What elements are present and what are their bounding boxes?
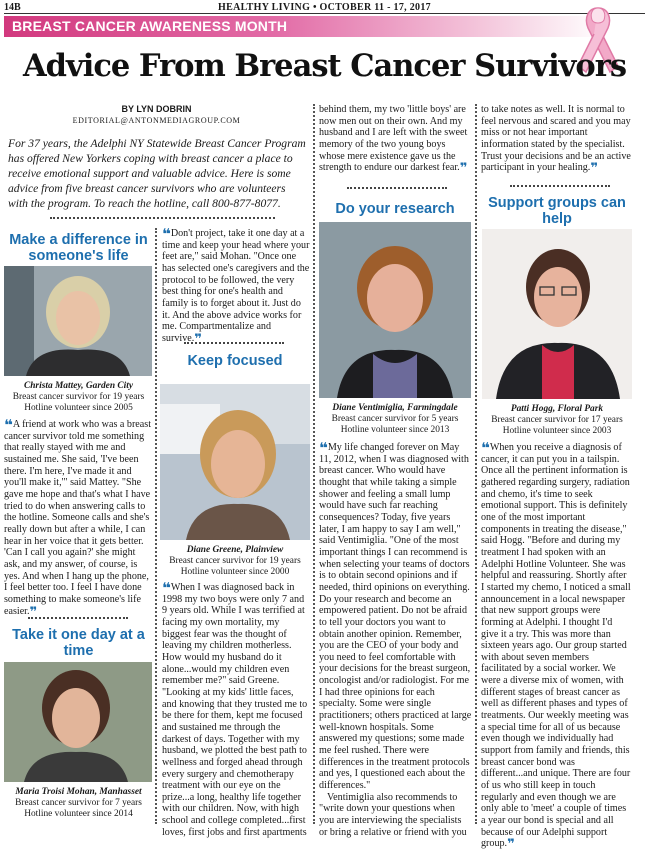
author-email: EDITORIAL@ANTONMEDIAGROUP.COM <box>72 116 241 125</box>
quote-body: When you receive a diagnosis of cancer, it can put you in a tailspin. Once all the pertinent information is gathered regarding surgery, radiation and chemo, it's time to seek emotional support. This is definitely one of the most important components in treating the disease," said Hogg. "Before and during my treatment I had spoken with an Adelphi Hotline Volunteer. She was helpful and reassuring. Shortly after I started my chemo, I noticed a small announcement in a local newspaper that new support groups were forming at Adelphi. I thought I'd give it a try. This was more than sixteen years ago. Our group started with about seven members facilitated by a social worker. We were a diverse mix of women, with different stages of breast cancer as well as different phases and types of treatments. Our weekly meeting was a special time for all of us because even though we individually had support from family and friends, this breast cancer bond was different...and unique. There are four of us who still keep in touch regularly and even though we are only able to 'meet' a couple of times a year our bond is special and all because of our Adelphi support group. <box>481 442 631 850</box>
quote-body: My life changed forever on May 11, 2012, when I was diagnosed with breast cancer. Who would have thought that while taking a simple shower and feeling a small lump would have such far reaching consequences? Today, five years later, I am happy to say I am well," said Ventimiglia. "One of the most important things I can recommend is when selecting your teams of doctors is to obtain second opinions and if needed, third opinions on everything. Do your research and become an empowered patient. Do not be afraid to tell your doctors you want to obtain another opinion. Remember, you are the CEO of your body and you need to feel comfortable with your decisions for the breast surgeon, oncologist and/or radiologist. For me I had three opinions for each specialty. Some were single practitioners; others practiced at large well-known hospitals. Some answered my questions; some made me feel rushed. There were differences in the treatment protocols and yes, I questioned each about the differences." <box>319 442 472 792</box>
intro-paragraph: For 37 years, the Adelphi NY Statewide Breast Cancer Program has offered New Yorkers coping with breast cancer a place to receive emotional support and valuable advice. Here is some advice from five breast cancer survivors who are volunteers with the program. To reach the hotline, call 800-877-8077. <box>8 137 306 210</box>
caption-name: Diane Greene, Plainview <box>186 545 284 555</box>
caption-mattey <box>4 381 153 414</box>
page-number: 14B <box>4 2 21 13</box>
subhead-keep-focused: Keep focused <box>187 353 283 369</box>
caption-name: Patti Hogg, Floral Park <box>510 404 604 414</box>
caption-bio: Hotline volunteer since 2014 <box>24 809 133 819</box>
caption-name: Christa Mattey, Garden City <box>23 381 134 391</box>
photo-diane-greene <box>160 384 310 540</box>
open-quote-icon: ❝ <box>481 439 490 457</box>
close-quote-icon: ❞ <box>459 161 468 177</box>
caption-bio: Breast cancer survivor for 19 years <box>12 392 145 402</box>
photo-diane-ventimiglia <box>319 222 471 398</box>
divider <box>510 185 610 187</box>
close-quote-icon: ❞ <box>590 161 598 177</box>
caption-hogg <box>479 404 635 437</box>
photo-christa-mattey <box>4 266 152 376</box>
photo-patti-hogg <box>482 229 632 399</box>
subhead-one-day: Take it one day at a time <box>12 627 145 659</box>
quote-body: Ventimiglia also recommends to "write down your questions when you are interviewing the specialists or bring a relative or friend with you <box>319 791 467 838</box>
caption-bio: Hotline volunteer since 2013 <box>340 425 450 435</box>
caption-bio: Breast cancer survivor for 7 years <box>15 798 142 808</box>
photo-maria-mohan <box>4 662 152 782</box>
divider <box>184 342 284 344</box>
quote-ventimiglia <box>319 439 472 838</box>
close-quote-icon: ❞ <box>29 604 38 620</box>
close-quote-icon: ❞ <box>507 837 515 852</box>
caption-mohan <box>4 787 153 820</box>
caption-ventimiglia <box>317 403 473 436</box>
caption-bio: Hotline volunteer since 2005 <box>24 403 133 413</box>
quote-body: A friend at work who was a breast cancer survivor told me something that really stayed with me and sustained me. She said, 'I've been there. I'm here, I've made it and you'll make it,'" said Mattey. "She gave me hope and that's what I have tried to do when answering calls to the hotline. Someone calls and she's really down but after a while, I can hear in her voice that it gets better. 'Can I call you again?' she might ask, and my answer, of course, is yes. And when I hang up the phone, I feel better too. I feel I have done something to make someone's life easier. <box>4 419 151 617</box>
caption-greene <box>160 545 310 578</box>
byline: BY LYN DOBRIN <box>121 104 192 114</box>
divider <box>28 617 128 619</box>
masthead-rule <box>4 13 645 14</box>
subhead-make-a-difference: Make a difference in someone's life <box>9 232 148 264</box>
caption-bio: Hotline volunteer since 2000 <box>180 567 290 577</box>
close-quote-icon: ❞ <box>194 331 202 347</box>
subhead-research: Do your research <box>335 201 455 217</box>
caption-name: Maria Troisi Mohan, Manhasset <box>15 787 142 797</box>
column-divider <box>475 104 477 824</box>
quote-body: Don't project, take it one day at a time and keep your head where your feet are," said Mohan. "Once one has selected one's caregivers and the protocol to be followed, the very best thing for one's health and family is to forget about it. Just do it. And the above advice works for me. Compartmentalize and survive. <box>162 228 310 344</box>
section-banner <box>4 16 604 37</box>
quote-hogg <box>481 439 631 852</box>
quote-mohan <box>162 225 310 347</box>
quote-body: When I was diagnosed back in 1998 my two boys were only 7 and 9 years old. While I was terrified at facing my own mortality, my biggest fear was the thought of leaving my children motherless. How would my husband do it alone...would my children even remember me?" said Greene. "Looking at my kids' little faces, and knowing that they trusted me to be there for them, kept me focused and sustained me through the darkest of days. Together with my husband, we plotted the best path to wellness and forged ahead through every surgery and chemotherapy treatment with our eye on the prize...a long, healthy life together with our children. Now, with high school and college completed...first loves, first jobs and first apartments <box>162 582 308 838</box>
open-quote-icon: ❝ <box>4 416 13 434</box>
caption-bio: Breast cancer survivor for 5 years <box>331 414 459 424</box>
divider <box>347 187 447 189</box>
caption-bio: Breast cancer survivor for 17 years <box>491 415 623 425</box>
caption-bio: Breast cancer survivor for 19 years <box>169 556 301 566</box>
quote-greene <box>162 579 310 838</box>
quote-ventimiglia-continued <box>481 104 631 177</box>
quote-body: to take notes as well. It is normal to feel nervous and scared and you may miss or not hear important information stated by the specialist. Trust your decisions and be an active participant in your healing. <box>481 104 631 174</box>
masthead-title: HEALTHY LIVING • OCTOBER 11 - 17, 2017 <box>218 2 431 13</box>
open-quote-icon: ❝ <box>162 579 171 597</box>
open-quote-icon: ❝ <box>162 225 171 243</box>
quote-body: behind them, my two 'little boys' are now men out on their own. And my husband and I are left with the sweet memory of the two young boys whose mere existence gave us the strength to endure our darkest fear. <box>319 104 468 174</box>
column-divider <box>155 228 157 824</box>
caption-bio: Hotline volunteer since 2003 <box>502 426 612 436</box>
headline: Advice From Breast Cancer Survivors <box>23 48 626 84</box>
quote-mattey <box>4 416 153 620</box>
open-quote-icon: ❝ <box>319 439 328 457</box>
subhead-support-groups: Support groups can help <box>488 195 626 227</box>
column-divider <box>313 104 315 824</box>
divider <box>50 217 275 219</box>
banner-label: BREAST CANCER AWARENESS MONTH <box>12 18 288 34</box>
quote-greene-continued <box>319 104 472 177</box>
caption-name: Diane Ventimiglia, Farmingdale <box>332 403 458 413</box>
